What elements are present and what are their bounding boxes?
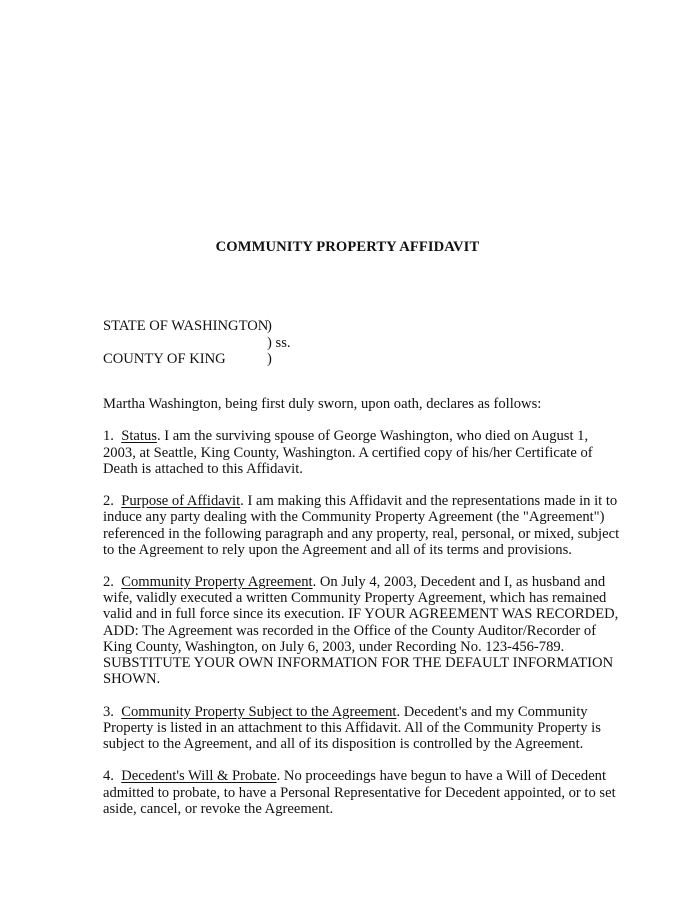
section-heading: Status bbox=[121, 428, 157, 445]
venue-state: STATE OF WASHINGTON bbox=[103, 318, 269, 334]
venue-block bbox=[103, 318, 291, 368]
section-text: . I am making this Affidavit and the representations made in it to bbox=[240, 493, 618, 510]
section-text: wife, validly executed a written Community Property Agreement, which has remained bbox=[103, 590, 607, 607]
section-status bbox=[103, 428, 603, 477]
section-text: valid and in full force since its execution. IF YOUR AGREEMENT WAS RECORDED, bbox=[103, 606, 619, 623]
section-number: 4. bbox=[103, 768, 114, 785]
section-purpose bbox=[103, 493, 620, 558]
venue-paren: ) bbox=[267, 351, 272, 367]
section-agreement bbox=[103, 574, 619, 688]
section-text: induce any party dealing with the Community Property Agreement (the "Agreement") bbox=[103, 509, 605, 526]
venue-paren: ) bbox=[267, 318, 272, 334]
section-number: 2. bbox=[103, 574, 114, 591]
section-heading: Community Property Subject to the Agreement bbox=[121, 703, 397, 720]
section-will-probate bbox=[103, 768, 616, 817]
section-text: subject to the Agreement, and all of its disposition is controlled by the Agreement. bbox=[103, 735, 584, 752]
section-text: King County, Washington, on July 6, 2003, under Recording No. 123-456-789. bbox=[103, 638, 565, 655]
section-text: 2003, at Seattle, King County, Washington. A certified copy of his/her Certificate of bbox=[103, 444, 593, 461]
section-heading: Community Property Agreement bbox=[121, 574, 313, 591]
section-text: referenced in the following paragraph and any property, real, personal, or mixed, subject bbox=[103, 525, 620, 542]
section-text: to the Agreement to rely upon the Agreement and all of its terms and provisions. bbox=[103, 541, 572, 558]
section-property-subject bbox=[103, 704, 603, 753]
venue-ss: ) ss. bbox=[267, 334, 291, 351]
affidavit-body bbox=[103, 396, 620, 817]
venue-state-row bbox=[103, 318, 272, 335]
section-text: admitted to probate, to have a Personal Representative for Decedent appointed, or to set bbox=[103, 784, 616, 801]
section-text: . No proceedings have begun to have a Will of Decedent bbox=[276, 768, 607, 785]
section-heading: Purpose of Affidavit bbox=[121, 493, 241, 510]
section-text: Death is attached to this Affidavit. bbox=[103, 460, 303, 477]
section-number: 1. bbox=[103, 428, 114, 445]
section-text: Property is listed in an attachment to this Affidavit. All of the Community Property is bbox=[103, 719, 601, 736]
section-text: ADD: The Agreement was recorded in the Office of the County Auditor/Recorder of bbox=[103, 622, 597, 639]
section-number: 3. bbox=[103, 703, 114, 720]
intro-paragraph: Martha Washington, being first duly sworn, upon oath, declares as follows: bbox=[103, 396, 542, 412]
section-text: SHOWN. bbox=[103, 671, 161, 688]
venue-ss-row bbox=[103, 334, 291, 352]
venue-county: COUNTY OF KING bbox=[103, 351, 226, 367]
section-text: SUBSTITUTE YOUR OWN INFORMATION FOR THE DEFAULT INFORMATION bbox=[103, 655, 614, 671]
section-text: aside, cancel, or revoke the Agreement. bbox=[103, 800, 334, 817]
document-title: COMMUNITY PROPERTY AFFIDAVIT bbox=[215, 239, 480, 255]
section-text: . Decedent's and my Community bbox=[396, 703, 588, 720]
section-heading: Decedent's Will & Probate bbox=[121, 768, 277, 785]
section-text: . On July 4, 2003, Decedent and I, as husband and bbox=[312, 574, 606, 591]
venue-county-row bbox=[103, 351, 272, 368]
section-text: . I am the surviving spouse of George Washington, who died on August 1, bbox=[156, 428, 589, 445]
section-number: 2. bbox=[103, 493, 114, 510]
